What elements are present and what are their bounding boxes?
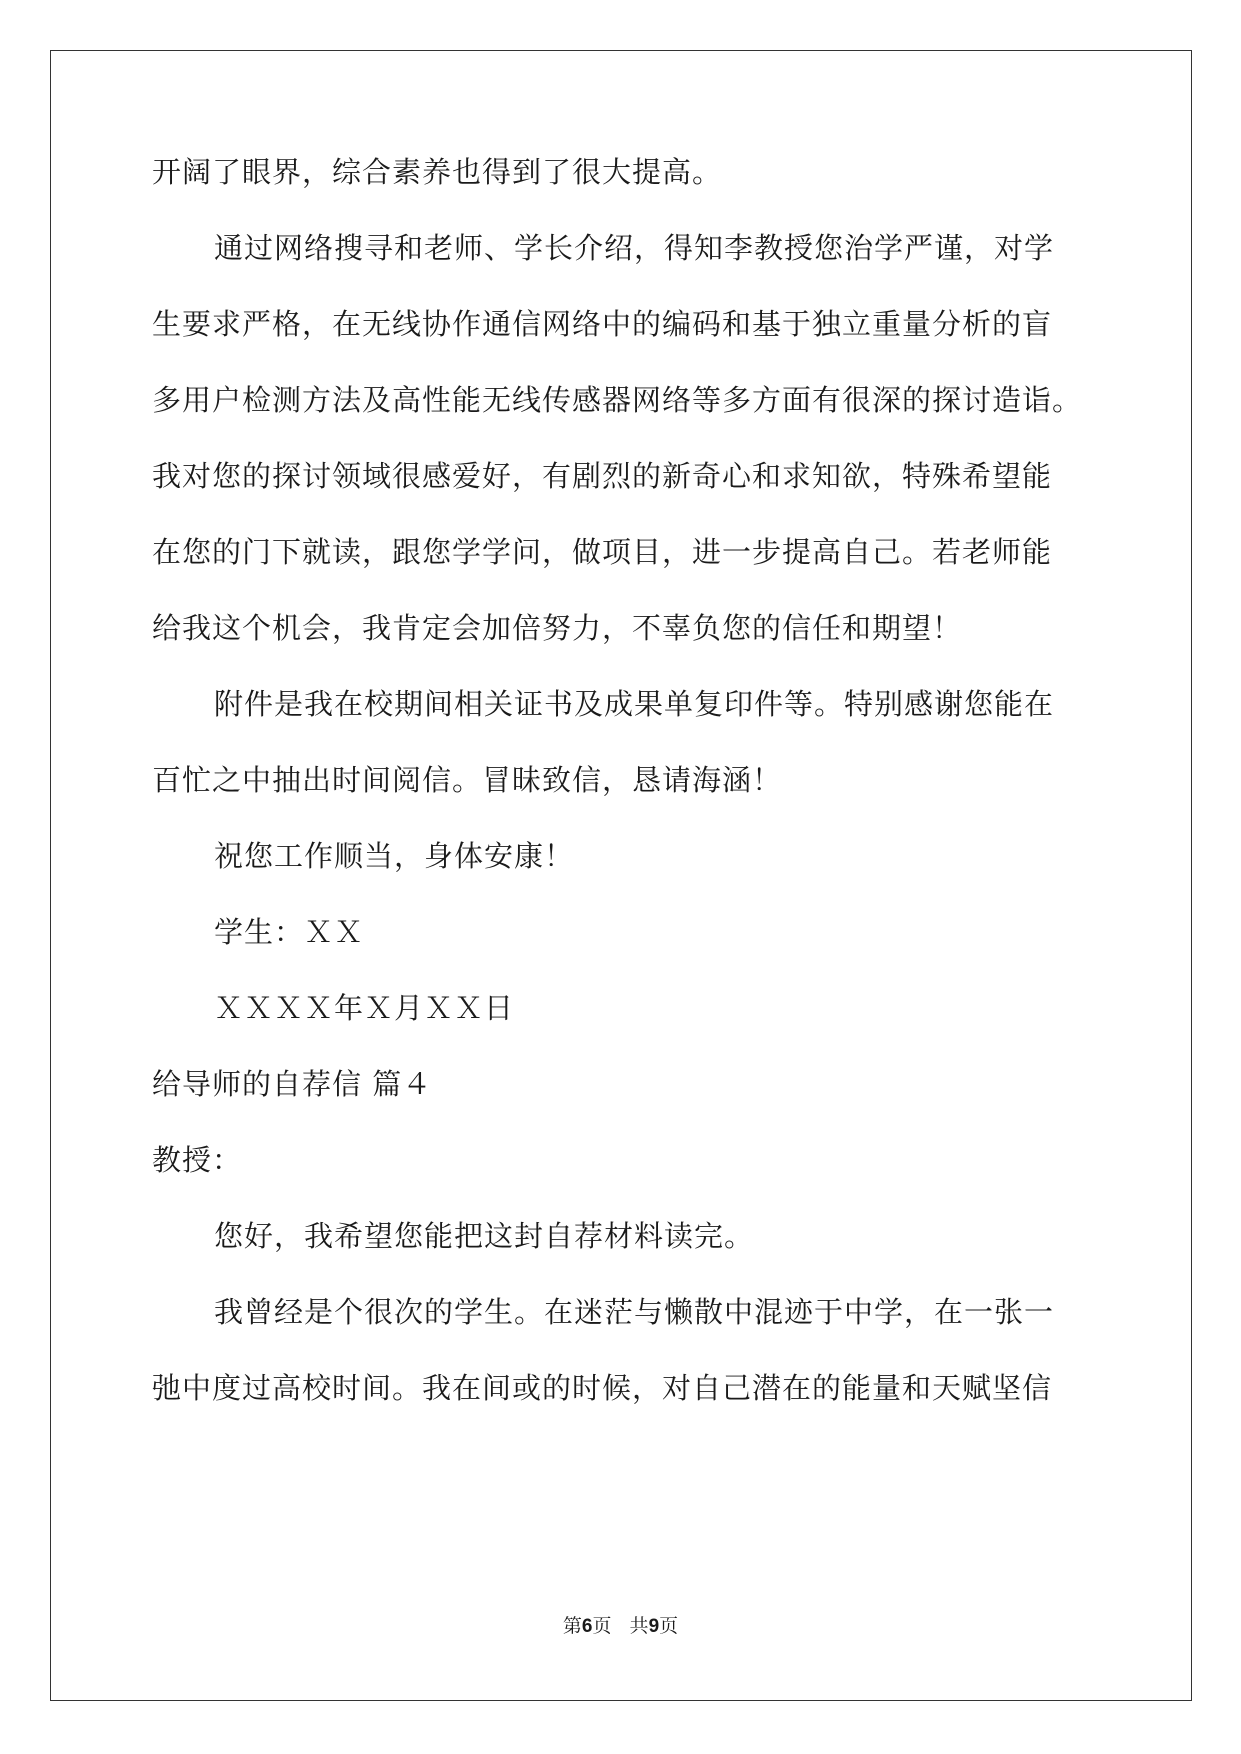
date-line: ＸＸＸＸ年Ｘ月ＸＸ日	[214, 991, 515, 1025]
body-line: 开阔了眼界，综合素养也得到了很大提高。	[152, 155, 723, 189]
footer-middle: 页 共	[592, 1615, 649, 1637]
footer-page-number: 6	[581, 1616, 593, 1637]
closing-greeting: 祝您工作顺当，身体安康！	[214, 839, 575, 873]
body-line: 弛中度过高校时间。我在间或的时候，对自己潜在的能量和天赋坚信	[152, 1371, 1053, 1405]
body-line: 在您的门下就读，跟您学学问，做项目，进一步提高自己。若老师能	[152, 535, 1053, 569]
footer-suffix: 页	[659, 1615, 679, 1637]
footer-prefix: 第	[562, 1615, 582, 1637]
body-line: 我对您的探讨领域很感爱好，有剧烈的新奇心和求知欲，特殊希望能	[152, 459, 1053, 493]
body-line: 多用户检测方法及高性能无线传感器网络等多方面有很深的探讨造诣。	[152, 383, 1083, 417]
paragraph-line: 通过网络搜寻和老师、学长介绍，得知李教授您治学严谨，对学	[214, 231, 1055, 265]
signature-line: 学生：ＸＸ	[214, 915, 365, 949]
body-line: 给我这个机会，我肯定会加倍努力，不辜负您的信任和期望！	[152, 611, 963, 645]
body-line: 百忙之中抽出时间阅信。冒昧致信，恳请海涵！	[152, 763, 783, 797]
body-line: 生要求严格，在无线协作通信网络中的编码和基于独立重量分析的盲	[152, 307, 1053, 341]
page-footer	[0, 1614, 1241, 1639]
section-heading: 给导师的自荐信 篇４	[152, 1067, 433, 1101]
paragraph-line: 我曾经是个很次的学生。在迷茫与懒散中混迹于中学，在一张一	[214, 1295, 1055, 1329]
salutation: 教授：	[152, 1143, 243, 1177]
footer-total-pages: 9	[648, 1616, 660, 1637]
paragraph-line: 附件是我在校期间相关证书及成果单复印件等。特别感谢您能在	[214, 687, 1055, 721]
paragraph-line: 您好，我希望您能把这封自荐材料读完。	[214, 1219, 755, 1253]
